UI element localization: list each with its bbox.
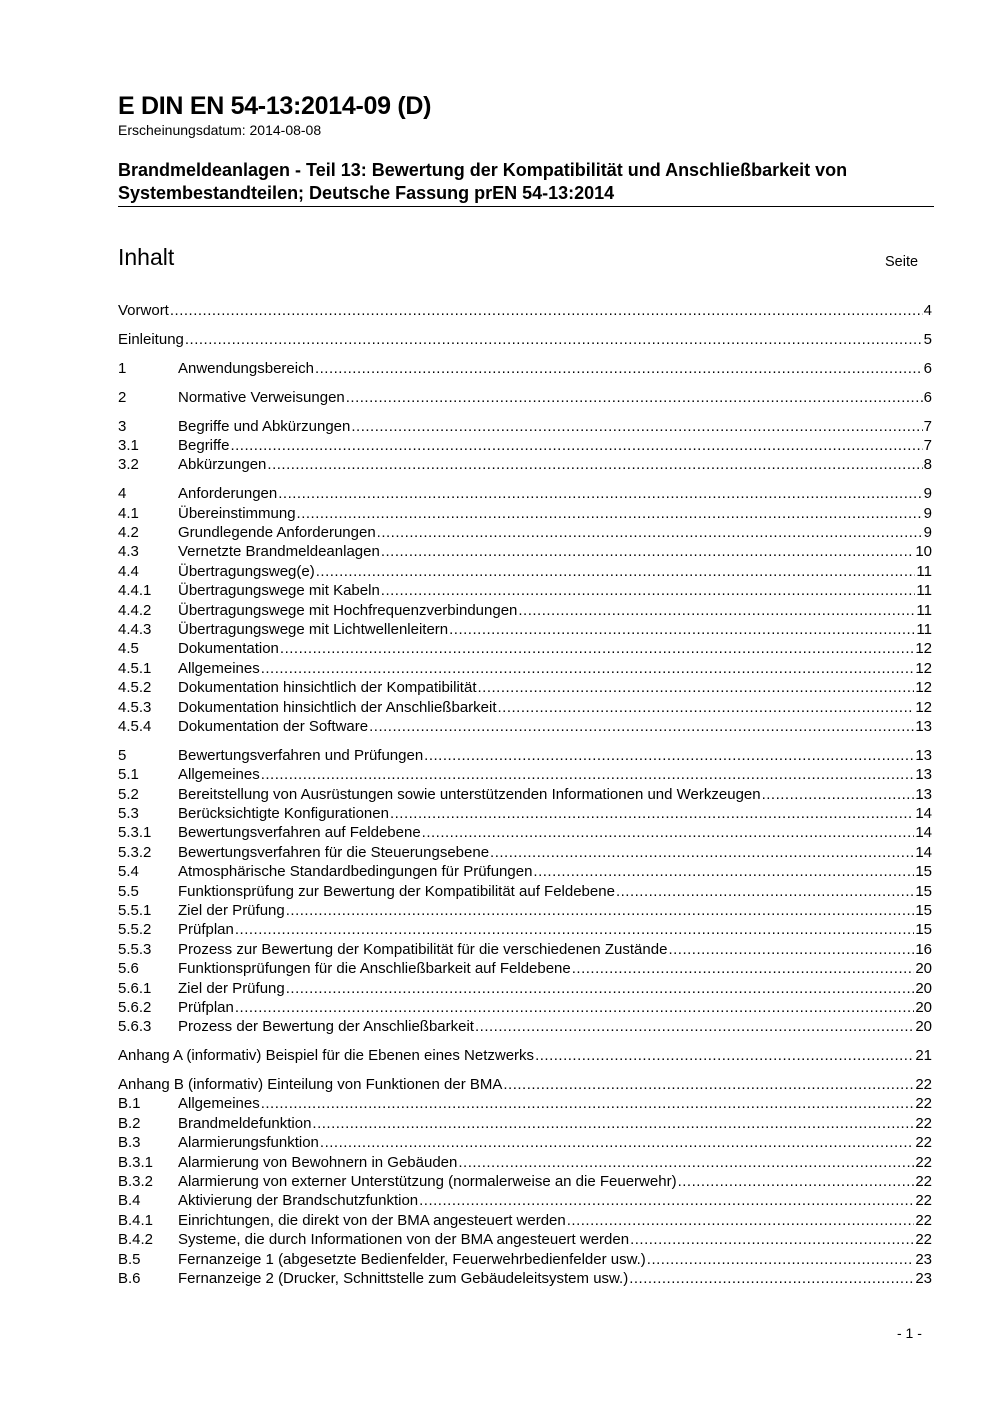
document-title: Brandmeldeanlagen - Teil 13: Bewertung der Kompatibilität und Anschließbarkeit von Systembestandteilen; Deutsche Fassung prEN 54-13:2014 (118, 160, 848, 203)
toc-entry-title: Einrichtungen, die direkt von der BMA angesteuert werden (178, 1211, 566, 1229)
toc-entry[interactable] (118, 1250, 932, 1269)
toc-entry-page: 6 (923, 388, 932, 406)
toc-entry-number: 1 (118, 359, 127, 377)
toc-entry-number: 3 (118, 417, 127, 435)
publication-date: Erscheinungsdatum: 2014-08-08 (118, 122, 322, 138)
toc-dot-leader (419, 1191, 914, 1210)
toc-entry[interactable] (118, 717, 932, 736)
toc-entry-number: 5.6.3 (118, 1018, 152, 1036)
toc-entry-page: 22 (915, 1095, 932, 1113)
toc-entry-title: Übertragungswege mit Lichtwellenleitern (178, 620, 449, 638)
toc-entry[interactable] (118, 1094, 932, 1113)
toc-entry-title: Allgemeines (178, 766, 260, 784)
toc-entry-title: Prozess zur Bewertung der Kompatibilität für die verschiedenen Zustände (178, 940, 668, 958)
toc-entry-title: Ziel der Prüfung (178, 901, 285, 919)
toc-entry-title: Übertragungswege mit Kabeln (178, 582, 380, 600)
toc-entry-page: 9 (923, 485, 932, 503)
toc-entry-page: 10 (915, 543, 932, 561)
toc-entry-page: 15 (915, 863, 932, 881)
toc-entry-number: B.1 (118, 1095, 141, 1113)
toc-entry-title: Funktionsprüfung zur Bewertung der Kompatibilität auf Feldebene (178, 882, 615, 900)
toc-entry[interactable] (118, 417, 932, 436)
toc-entry[interactable] (118, 843, 932, 862)
toc-dot-leader (280, 639, 914, 658)
toc-dot-leader (369, 717, 914, 736)
toc-entry-number: 4.2 (118, 524, 139, 542)
title-divider (118, 206, 934, 207)
toc-entry-number: 4.5.3 (118, 698, 152, 716)
toc-entry[interactable] (118, 823, 932, 842)
toc-entry-page: 16 (915, 940, 932, 958)
toc-entry-page: 22 (915, 1134, 932, 1152)
toc-entry-number: 5.2 (118, 785, 139, 803)
table-of-contents (118, 301, 932, 1288)
toc-entry-number: 4.4 (118, 562, 139, 580)
toc-entry[interactable] (118, 1133, 932, 1152)
toc-dot-leader (572, 959, 915, 978)
toc-entry-title: Fernanzeige 2 (Drucker, Schnittstelle zum Gebäudeleitsystem usw.) (178, 1269, 629, 1287)
toc-entry-number: 5.6.2 (118, 998, 152, 1016)
toc-entry-page: 9 (923, 504, 932, 522)
toc-entry-title: Berücksichtigte Konfigurationen (178, 804, 389, 822)
toc-entry-number: B.6 (118, 1269, 141, 1287)
toc-entry-page: 20 (915, 960, 932, 978)
toc-entry[interactable] (118, 1230, 932, 1249)
toc-entry-title: Prüfplan (178, 921, 234, 939)
toc-entry-page: 14 (915, 843, 932, 861)
toc-entry-page: 13 (915, 717, 932, 735)
toc-entry[interactable] (118, 959, 932, 978)
toc-entry-page: 13 (915, 766, 932, 784)
toc-entry[interactable] (118, 746, 932, 765)
toc-dot-leader (261, 765, 915, 784)
toc-entry-page: 12 (915, 659, 932, 677)
toc-entry-number: 5.3.2 (118, 843, 152, 861)
toc-dot-leader (630, 1230, 914, 1249)
toc-entry-title: Begriffe (178, 436, 230, 454)
toc-entry-page: 22 (915, 1173, 932, 1191)
toc-entry[interactable] (118, 1017, 932, 1036)
toc-dot-leader (458, 1153, 914, 1172)
toc-entry-number: 3.1 (118, 436, 139, 454)
toc-entry-number: 4.4.3 (118, 620, 152, 638)
toc-entry-page: 5 (923, 330, 932, 348)
toc-entry[interactable] (118, 388, 932, 407)
toc-dot-leader (567, 1211, 915, 1230)
toc-entry-page: 7 (923, 417, 932, 435)
toc-entry-title: Dokumentation hinsichtlich der Anschließbarkeit (178, 698, 497, 716)
document-id: E DIN EN 54-13:2014-09 (D) (118, 92, 432, 120)
toc-entry[interactable] (118, 542, 932, 561)
toc-entry[interactable] (118, 659, 932, 678)
toc-entry-number: B.4.1 (118, 1211, 154, 1229)
toc-entry-page: 13 (915, 785, 932, 803)
toc-entry-number: 4 (118, 485, 127, 503)
toc-dot-leader (422, 823, 915, 842)
toc-dot-leader (235, 920, 914, 939)
toc-entry-page: 7 (923, 436, 932, 454)
toc-entry-page: 6 (923, 359, 932, 377)
toc-dot-leader (668, 940, 914, 959)
toc-entry-page: 20 (915, 998, 932, 1016)
toc-entry-title: Allgemeines (178, 659, 260, 677)
toc-entry[interactable] (118, 455, 932, 474)
toc-entry-title: Vernetzte Brandmeldeanlagen (178, 543, 380, 561)
toc-entry-title: Anhang B (informativ) Einteilung von Funktionen der BMA (118, 1076, 503, 1094)
toc-entry-page: 22 (915, 1211, 932, 1229)
toc-entry-title: Bewertungsverfahren und Prüfungen (178, 746, 424, 764)
toc-entry[interactable] (118, 581, 932, 600)
toc-entry-page: 20 (915, 1018, 932, 1036)
toc-dot-leader (320, 1133, 914, 1152)
toc-dot-leader (346, 388, 923, 407)
toc-entry[interactable] (118, 639, 932, 658)
toc-entry[interactable] (118, 979, 932, 998)
toc-entry-title: Prozess der Bewertung der Anschließbarkeit (178, 1018, 474, 1036)
toc-dot-leader (449, 620, 915, 639)
toc-entry-page: 15 (915, 882, 932, 900)
toc-entry[interactable] (118, 620, 932, 639)
toc-dot-leader (316, 562, 916, 581)
toc-entry-page: 15 (915, 921, 932, 939)
toc-entry-page: 14 (915, 824, 932, 842)
toc-entry-number: 5.4 (118, 863, 139, 881)
toc-dot-leader (278, 484, 922, 503)
toc-dot-leader (170, 301, 923, 320)
toc-entry[interactable] (118, 1075, 932, 1094)
toc-entry-number: 4.5 (118, 640, 139, 658)
toc-entry-number: 5.6.1 (118, 979, 152, 997)
toc-dot-leader (315, 359, 923, 378)
toc-entry[interactable] (118, 359, 932, 378)
toc-entry-number: 2 (118, 388, 127, 406)
toc-entry-title: Atmosphärische Standardbedingungen für Prüfungen (178, 863, 533, 881)
toc-entry-number: 5.5.3 (118, 940, 152, 958)
toc-entry-number: B.5 (118, 1250, 141, 1268)
toc-entry-number: 5.5.2 (118, 921, 152, 939)
toc-dot-leader (185, 330, 923, 349)
toc-dot-leader (381, 542, 915, 561)
toc-entry-page: 22 (915, 1153, 932, 1171)
toc-entry-number: 4.4.1 (118, 582, 152, 600)
toc-entry[interactable] (118, 920, 932, 939)
page-column-label: Seite (885, 254, 919, 270)
toc-entry-number: 5.5.1 (118, 901, 152, 919)
toc-dot-leader (351, 417, 922, 436)
toc-entry-page: 23 (915, 1250, 932, 1268)
toc-entry-number: 4.1 (118, 504, 139, 522)
toc-entry-page: 9 (923, 524, 932, 542)
toc-entry[interactable] (118, 436, 932, 455)
toc-dot-leader (235, 998, 914, 1017)
toc-entry-title: Alarmierungsfunktion (178, 1134, 319, 1152)
toc-dot-leader (503, 1075, 914, 1094)
toc-entry-page: 11 (916, 620, 932, 638)
toc-entry-title: Übertragungsweg(e) (178, 562, 315, 580)
toc-entry[interactable] (118, 804, 932, 823)
toc-entry-title: Ziel der Prüfung (178, 979, 285, 997)
toc-entry-page: 22 (915, 1114, 932, 1132)
toc-entry-number: 5.1 (118, 766, 139, 784)
toc-entry[interactable] (118, 601, 932, 620)
toc-entry-page: 12 (915, 679, 932, 697)
toc-entry[interactable] (118, 882, 932, 901)
toc-entry-page: 22 (915, 1192, 932, 1210)
toc-entry[interactable] (118, 862, 932, 881)
toc-dot-leader (616, 882, 914, 901)
toc-dot-leader (377, 523, 923, 542)
toc-entry-title: Dokumentation der Software (178, 717, 369, 735)
toc-dot-leader (286, 901, 915, 920)
toc-dot-leader (297, 504, 923, 523)
toc-entry-page: 14 (915, 804, 932, 822)
toc-dot-leader (533, 862, 914, 881)
toc-entry[interactable] (118, 1269, 932, 1288)
toc-entry-title: Brandmeldefunktion (178, 1114, 312, 1132)
toc-entry[interactable] (118, 785, 932, 804)
page-number: - 1 - (897, 1325, 922, 1341)
toc-entry-number: 5.6 (118, 960, 139, 978)
toc-entry-number: B.3 (118, 1134, 141, 1152)
toc-entry-number: 4.5.4 (118, 717, 152, 735)
toc-entry-title: Allgemeines (178, 1095, 260, 1113)
toc-entry-number: 5.3 (118, 804, 139, 822)
toc-entry-title: Bereitstellung von Ausrüstungen sowie unterstützenden Informationen und Werkzeugen (178, 785, 761, 803)
toc-dot-leader (475, 1017, 914, 1036)
toc-entry-title: Alarmierung von Bewohnern in Gebäuden (178, 1153, 458, 1171)
toc-entry[interactable] (118, 998, 932, 1017)
toc-entry-number: 5 (118, 746, 127, 764)
toc-entry-number: B.3.2 (118, 1173, 154, 1191)
toc-entry-page: 12 (915, 698, 932, 716)
toc-entry-title: Systeme, die durch Informationen von der BMA angesteuert werden (178, 1231, 630, 1249)
toc-entry-page: 15 (915, 901, 932, 919)
toc-entry-page: 22 (915, 1076, 932, 1094)
toc-entry-title: Bewertungsverfahren für die Steuerungsebene (178, 843, 490, 861)
toc-entry-title: Grundlegende Anforderungen (178, 524, 376, 542)
toc-entry-title: Anforderungen (178, 485, 278, 503)
toc-entry-page: 21 (915, 1047, 932, 1065)
toc-entry-title: Begriffe und Abkürzungen (178, 417, 351, 435)
toc-entry-title: Normative Verweisungen (178, 388, 345, 406)
toc-entry-title: Übereinstimmung (178, 504, 296, 522)
toc-entry[interactable] (118, 765, 932, 784)
toc-dot-leader (424, 746, 914, 765)
toc-entry-title: Vorwort (118, 302, 169, 319)
toc-entry[interactable] (118, 678, 932, 697)
toc-entry-title: Bewertungsverfahren auf Feldebene (178, 824, 421, 842)
toc-entry[interactable] (118, 504, 932, 523)
toc-entry-page: 11 (916, 601, 932, 619)
toc-entry-title: Dokumentation hinsichtlich der Kompatibilität (178, 679, 477, 697)
toc-dot-leader (267, 455, 922, 474)
toc-entry[interactable] (118, 1114, 932, 1133)
toc-entry[interactable] (118, 940, 932, 959)
toc-entry-page: 11 (916, 562, 932, 580)
toc-entry-title: Dokumentation (178, 640, 279, 658)
toc-entry[interactable] (118, 1191, 932, 1210)
toc-heading: Inhalt (118, 244, 175, 270)
toc-entry-number: B.4.2 (118, 1231, 154, 1249)
toc-dot-leader (286, 979, 915, 998)
toc-entry-page: 23 (915, 1269, 932, 1287)
toc-entry-title: Einleitung (118, 330, 184, 348)
toc-entry-number: 4.5.1 (118, 659, 152, 677)
toc-entry[interactable] (118, 1211, 932, 1230)
toc-entry[interactable] (118, 301, 932, 320)
toc-dot-leader (261, 659, 915, 678)
toc-dot-leader (381, 581, 916, 600)
toc-entry-number: B.4 (118, 1192, 141, 1210)
toc-entry-page: 22 (915, 1231, 932, 1249)
toc-entry[interactable] (118, 523, 932, 542)
toc-entry-page: 13 (915, 746, 932, 764)
toc-entry-page: 20 (915, 979, 932, 997)
toc-entry[interactable] (118, 1046, 932, 1065)
toc-entry-title: Anhang A (informativ) Beispiel für die Ebenen eines Netzwerks (118, 1047, 535, 1065)
toc-dot-leader (490, 843, 914, 862)
toc-dot-leader (629, 1269, 914, 1288)
toc-entry[interactable] (118, 901, 932, 920)
toc-entry-page: 12 (915, 640, 932, 658)
toc-dot-leader (678, 1172, 915, 1191)
toc-entry-title: Funktionsprüfungen für die Anschließbarkeit auf Feldebene (178, 960, 571, 978)
toc-entry-number: 5.3.1 (118, 824, 152, 842)
toc-entry[interactable] (118, 562, 932, 581)
toc-entry[interactable] (118, 330, 932, 349)
toc-dot-leader (477, 678, 914, 697)
toc-dot-leader (390, 804, 914, 823)
toc-entry-number: B.3.1 (118, 1153, 154, 1171)
toc-entry-title: Anwendungsbereich (178, 359, 314, 377)
toc-entry-number: 4.4.2 (118, 601, 152, 619)
toc-dot-leader (647, 1250, 915, 1269)
toc-dot-leader (312, 1114, 914, 1133)
toc-entry[interactable] (118, 1172, 932, 1191)
toc-entry-title: Abkürzungen (178, 456, 267, 474)
toc-entry-number: 4.3 (118, 543, 139, 561)
toc-entry-title: Prüfplan (178, 998, 234, 1016)
toc-entry-page: 8 (923, 456, 932, 474)
toc-entry-title: Übertragungswege mit Hochfrequenzverbindungen (178, 601, 518, 619)
toc-dot-leader (762, 785, 915, 804)
toc-entry-number: 5.5 (118, 882, 139, 900)
toc-entry-page: 11 (916, 582, 932, 600)
toc-dot-leader (518, 601, 915, 620)
toc-entry-title: Aktivierung der Brandschutzfunktion (178, 1192, 419, 1210)
toc-entry[interactable] (118, 1153, 932, 1172)
toc-entry-page: 4 (923, 302, 932, 319)
toc-entry-number: 4.5.2 (118, 679, 152, 697)
toc-entry[interactable] (118, 484, 932, 503)
toc-dot-leader (535, 1046, 914, 1065)
toc-entry-title: Alarmierung von externer Unterstützung (normalerweise an die Feuerwehr) (178, 1173, 677, 1191)
toc-entry-title: Fernanzeige 1 (abgesetzte Bedienfelder, Feuerwehrbedienfelder usw.) (178, 1250, 646, 1268)
toc-dot-leader (261, 1094, 915, 1113)
toc-dot-leader (498, 698, 915, 717)
toc-dot-leader (230, 436, 922, 455)
toc-entry[interactable] (118, 698, 932, 717)
toc-entry-number: 3.2 (118, 456, 139, 474)
toc-entry-number: B.2 (118, 1114, 141, 1132)
